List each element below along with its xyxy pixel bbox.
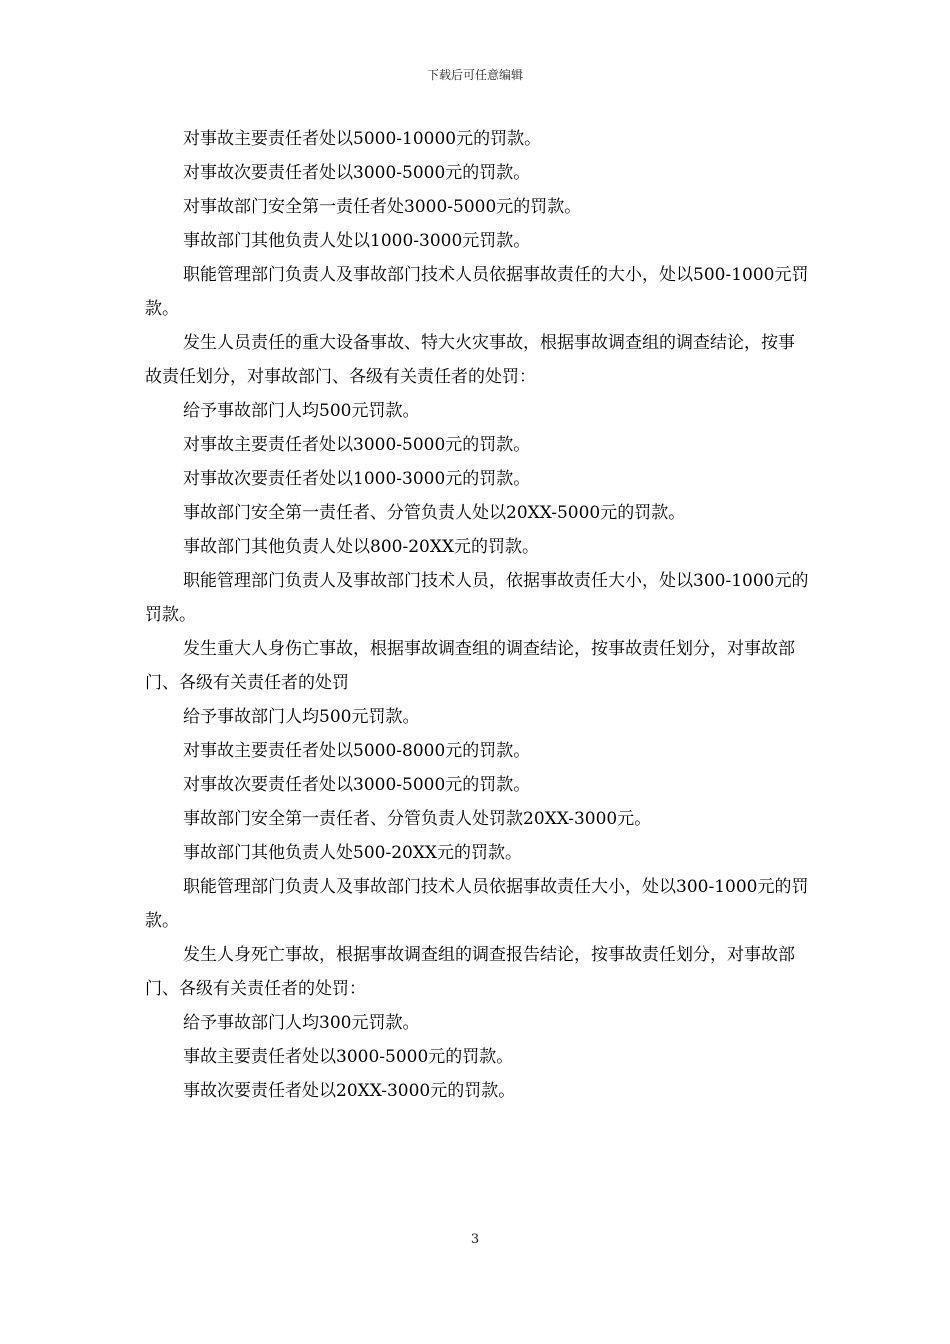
paragraph: 职能管理部门负责人及事故部门技术人员依据事故责任的大小，处以500-1000元罚款。 bbox=[145, 265, 809, 319]
paragraph: 职能管理部门负责人及事故部门技术人员，依据事故责任大小，处以300-1000元的罚款。 bbox=[145, 571, 809, 625]
paragraph: 给予事故部门人均500元罚款。 bbox=[183, 707, 420, 727]
paragraph: 给予事故部门人均300元罚款。 bbox=[183, 1013, 420, 1033]
paragraph: 事故部门安全第一责任者、分管负责人处以20XX-5000元的罚款。 bbox=[183, 503, 686, 523]
page-number: 3 bbox=[470, 1232, 480, 1247]
paragraph: 对事故部门安全第一责任者处3000-5000元的罚款。 bbox=[183, 197, 582, 217]
paragraph: 事故主要责任者处以3000-5000元的罚款。 bbox=[183, 1047, 514, 1067]
paragraph: 对事故主要责任者处以5000-10000元的罚款。 bbox=[183, 129, 542, 149]
document-body bbox=[145, 122, 810, 1108]
paragraph: 事故次要责任者处以20XX-3000元的罚款。 bbox=[183, 1081, 516, 1101]
page-header: 下载后可任意编辑 bbox=[426, 68, 523, 82]
paragraph: 发生人身死亡事故，根据事故调查组的调查报告结论，按事故责任划分，对事故部门、各级有关责任者的处罚： bbox=[145, 945, 795, 999]
paragraph: 发生重大人身伤亡事故，根据事故调查组的调查结论，按事故责任划分，对事故部门、各级有关责任者的处罚 bbox=[145, 639, 795, 693]
paragraph: 事故部门其他负责人处以800-20XX元的罚款。 bbox=[183, 537, 540, 557]
paragraph: 给予事故部门人均500元罚款。 bbox=[183, 401, 420, 421]
paragraph: 发生人员责任的重大设备事故、特大火灾事故，根据事故调查组的调查结论，按事故责任划分，对事故部门、各级有关责任者的处罚： bbox=[145, 333, 795, 387]
paragraph: 事故部门其他负责人处500-20XX元的罚款。 bbox=[183, 843, 523, 863]
paragraph: 职能管理部门负责人及事故部门技术人员依据事故责任大小，处以300-1000元的罚款。 bbox=[145, 877, 809, 931]
paragraph: 对事故次要责任者处以3000-5000元的罚款。 bbox=[183, 163, 531, 183]
paragraph: 对事故次要责任者处以1000-3000元的罚款。 bbox=[183, 469, 531, 489]
paragraph: 对事故次要责任者处以3000-5000元的罚款。 bbox=[183, 775, 531, 795]
paragraph: 对事故主要责任者处以3000-5000元的罚款。 bbox=[183, 435, 531, 455]
paragraph: 对事故主要责任者处以5000-8000元的罚款。 bbox=[183, 741, 531, 761]
paragraph: 事故部门安全第一责任者、分管负责人处罚款20XX-3000元。 bbox=[183, 809, 652, 829]
paragraph: 事故部门其他负责人处以1000-3000元罚款。 bbox=[183, 231, 531, 251]
